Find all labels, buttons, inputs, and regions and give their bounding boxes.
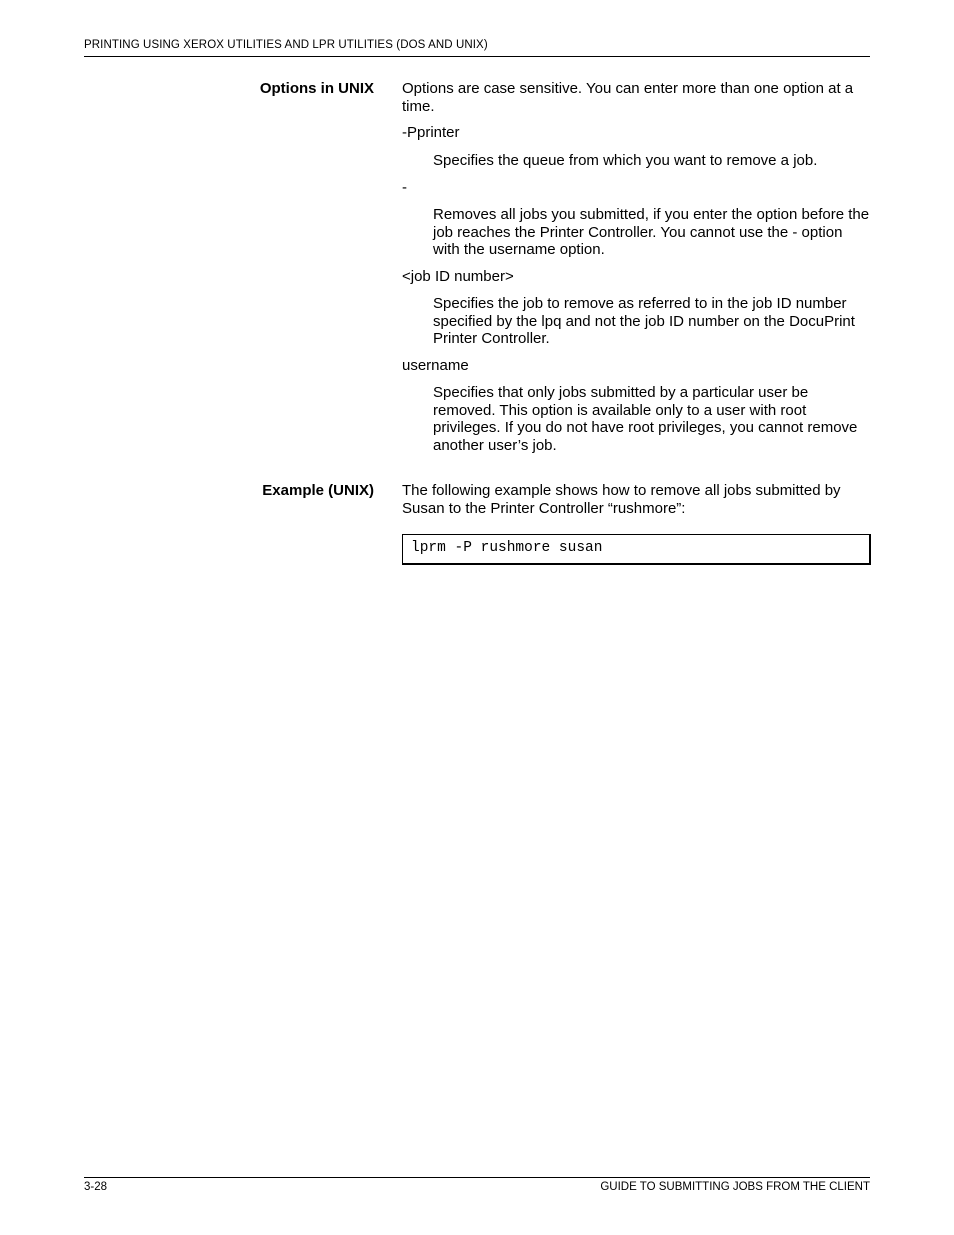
example-intro: The following example shows how to remove all jobs submitted by Susan to the Printer Controller “rushmore”: xyxy=(402,482,841,517)
option-term-pprinter: -Pprinter xyxy=(402,124,460,141)
option-term-dash: - xyxy=(402,179,407,196)
code-example-box xyxy=(402,534,871,565)
footer-rule xyxy=(84,1177,870,1178)
running-header: PRINTING USING XEROX UTILITIES AND LPR UTILITIES (DOS AND UNIX) xyxy=(84,39,488,51)
example-heading: Example (UNIX) xyxy=(262,482,374,499)
footer-guide-title: GUIDE TO SUBMITTING JOBS FROM THE CLIENT xyxy=(600,1181,870,1193)
option-description-job-id: Specifies the job to remove as referred to in the job ID number specified by the lpq and not the job ID number on the DocuPrint Printer Controller. xyxy=(433,295,855,347)
page-number: 3-28 xyxy=(84,1181,108,1193)
option-description-dash: Removes all jobs you submitted, if you enter the option before the job reaches the Printer Controller. You cannot use the - option with the username option. xyxy=(433,206,870,258)
header-rule xyxy=(84,56,870,57)
option-term-job-id: <job ID number> xyxy=(402,268,514,285)
option-description-pprinter: Specifies the queue from which you want to remove a job. xyxy=(433,152,818,169)
options-intro: Options are case sensitive. You can enter more than one option at a time. xyxy=(402,80,854,115)
options-heading: Options in UNIX xyxy=(259,80,374,97)
option-description-username: Specifies that only jobs submitted by a particular user be removed. This option is available only to a user with root privileges. If you do not have root privileges, you cannot remove another user’s job. xyxy=(433,384,858,454)
code-example: lprm -P rushmore susan xyxy=(411,540,603,556)
option-term-username: username xyxy=(402,357,469,374)
